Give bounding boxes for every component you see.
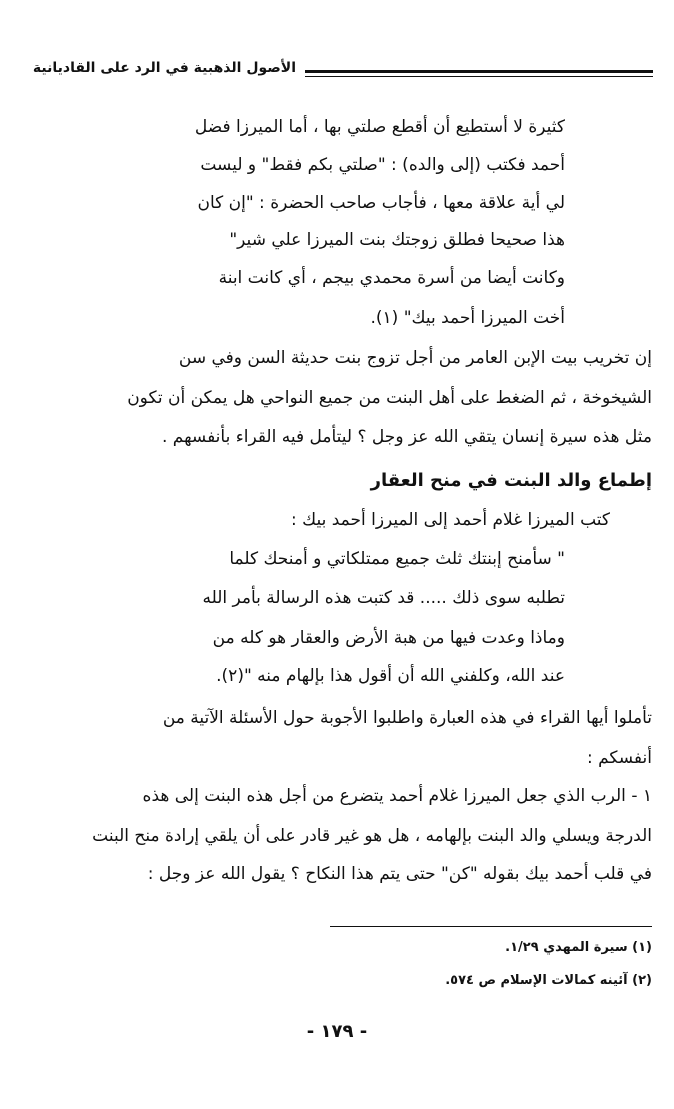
quote1-line-5: وكانت أيضا من أسرة محمدي بيجم ، أي كانت ابنة (218, 268, 565, 288)
para3-line-1: ١ - الرب الذي جعل الميرزا غلام أحمد يتضرع من أجل هذه البنت إلى هذه (142, 786, 652, 806)
header-rule (305, 70, 653, 77)
quote1-line-6: أخت الميرزا أحمد بيك" (١). (370, 308, 565, 328)
para2-line-1: تأملوا أيها القراء في هذه العبارة واطلبوا الأجوبة حول الأسئلة الآتية من (162, 708, 652, 728)
quote1-line-4: هذا صحيحا فطلق زوجتك بنت الميرزا علي شير" (229, 230, 565, 250)
page-number: - ١٧٩ - (306, 1021, 368, 1042)
running-header-title: الأصول الذهبية في الرد على القاديانية (32, 60, 296, 76)
para1-line-3: مثل هذه سيرة إنسان يتقي الله عز وجل ؟ ليتأمل فيه القراء بأنفسهم . (161, 427, 652, 447)
quote1-line-1: كثيرة لا أستطيع أن أقطع صلتي بها ، أما الميرزا فضل (194, 117, 565, 137)
section-heading: إطماع والد البنت في منح العقار (370, 470, 652, 491)
quote2-line-1: " سأمنح إبنتك ثلث جميع ممتلكاتي و أمنحك كلما (229, 549, 565, 569)
quote1-line-2: أحمد فكتب (إلى والده) : "صلتي بكم فقط" و ليست (200, 155, 565, 175)
para1-line-2: الشيخوخة ، ثم الضغط على أهل البنت من جميع النواحي هل يمكن أن تكون (127, 388, 652, 408)
intro-line: كتب الميرزا غلام أحمد إلى الميرزا أحمد بيك : (290, 510, 610, 530)
para2-line-2: أنفسكم : (586, 748, 652, 768)
footnote-rule (330, 926, 652, 927)
para1-line-1: إن تخريب بيت الإبن العامر من أجل تزوج بنت حديثة السن وفي سن (178, 348, 652, 368)
para3-line-2: الدرجة ويسلي والد البنت بإلهامه ، هل هو غير قادر على أن يلقي إرادة منح البنت (92, 826, 652, 846)
quote2-line-4: عند الله، وكلفني الله أن أقول هذا بإلهام منه "(٢). (216, 666, 565, 686)
footnote-2: (٢) آئينه كمالات الإسلام ص ٥٧٤. (445, 973, 652, 988)
para3-line-3: في قلب أحمد بيك بقوله "كن" حتى يتم هذا النكاح ؟ يقول الله عز وجل : (147, 864, 652, 884)
quote2-line-3: وماذا وعدت فيها من هبة الأرض والعقار هو كله من (212, 628, 565, 648)
footnote-1: (١) سيرة المهدي ١/٢٩. (505, 940, 652, 955)
quote1-line-3: لي أية علاقة معها ، فأجاب صاحب الحضرة : "إن كان (197, 193, 565, 213)
quote2-line-2: تطلبه سوى ذلك ..... قد كتبت هذه الرسالة بأمر الله (202, 588, 565, 608)
